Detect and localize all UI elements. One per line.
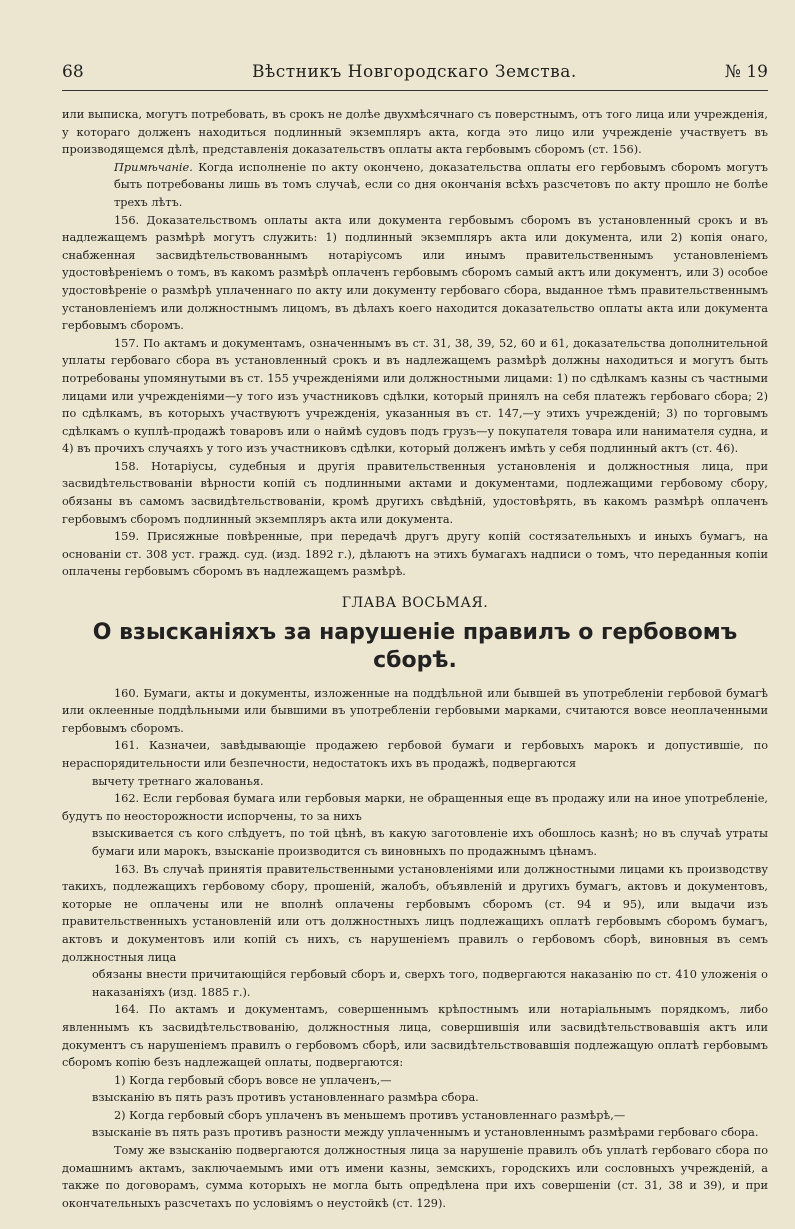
article-161: 161. Казначеи, завѣдывающіе продажею гербовой бумаги и гербовыхъ марокъ и допустившіе, по нераспорядительности или безпечности, недостатокъ ихъ въ продажѣ, подвергаются <box>62 739 768 770</box>
chapter-label: ГЛАВА ВОСЬМАЯ. <box>341 595 489 612</box>
list-item-2: 2) Когда гербовый сборъ уплаченъ въ меньшемъ противъ установленнаго размѣрѣ,— <box>114 1108 626 1122</box>
paragraph-continuation: или выписка, могутъ потребовать, въ срокъ не долѣе двухмѣсячнаго съ поверстнымъ, отъ того лица или учрежденія, у котораго долженъ находиться подлинный экземпляръ акта, когда это лицо или учрежденіе участвуетъ въ производящемся дѣлѣ, представленія доказательствъ оплаты акта гербовымъ сборомъ (ст. 156). <box>62 108 768 157</box>
list-item-2-penalty: взысканіе въ пять разъ противъ разности между уплаченнымъ и установленнымъ размѣрами гербоваго сбора. <box>92 1126 759 1140</box>
body-text <box>62 106 768 1212</box>
article-159: 159. Присяжные повѣренные, при передачѣ другъ другу копій состязательныхъ и иныхъ бумагъ, на основаніи ст. 308 уст. гражд. суд. (изд. 1892 г.), дѣлаютъ на этихъ бумагахъ надписи о томъ, что переданныя копіи оплачены гербовымъ сборомъ въ надлежащемъ размѣрѣ. <box>62 530 768 579</box>
issue-number: № 19 <box>724 62 768 82</box>
chapter-heading: О взысканіяхъ за нарушеніе правилъ о гербовомъ сборѣ. <box>92 619 738 673</box>
note-paragraph <box>62 159 768 212</box>
article-156: 156. Доказательствомъ оплаты акта или документа гербовымъ сборомъ въ установленный срокъ и въ надлежащемъ размѣрѣ могутъ служить: 1) подлинный экземпляръ акта или документа, или 2) копія онаго, снабженная засвидѣтельствованнымъ нотаріусомъ или инымъ правительственнымъ установленіемъ удостовѣреніемъ о томъ, въ какомъ размѣрѣ оплаченъ гербовымъ сборомъ самый актъ или документъ, или 3) особое удостовѣреніе о размѣрѣ уплаченнаго по акту или документу гербоваго сбора, выданное тѣмъ правительственнымъ установленіемъ или должностнымъ лицомъ, въ дѣлахъ коего находится доказательство оплаты акта или документа гербовымъ сборомъ. <box>62 213 768 333</box>
article-158: 158. Нотаріусы, судебныя и другія правительственныя установленія и должностныя лица, при засвидѣтельствованіи вѣрности копій съ подлинными актами и документами, подлежащими гербовому сбору, обязаны въ самомъ засвидѣтельствованіи, кромѣ другихъ свѣдѣній, удостовѣрять, въ какомъ размѣрѣ оплаченъ гербовымъ сборомъ подлинный экземпляръ акта или документа. <box>62 459 768 526</box>
closing-paragraph: Тому же взысканію подвергаются должностныя лица за нарушеніе правилъ объ уплатѣ гербоваго сбора по домашнимъ актамъ, заключаемымъ ими отъ имени казны, земскихъ, городскихъ или сословныхъ учрежденій, а также по договорамъ, сумма которыхъ не могла быть опредѣлена при ихъ совершеніи (ст. 31, 38 и 39), и при окончательныхъ разсчетахъ по условіямъ о неустойкѣ (ст. 129). <box>62 1144 768 1210</box>
article-157: 157. По актамъ и документамъ, означеннымъ въ ст. 31, 38, 39, 52, 60 и 61, доказательства дополнительной уплаты гербоваго сбора въ установленный срокъ и въ надлежащемъ размѣрѣ должны находиться и могутъ быть потребованы упомянутыми въ ст. 155 учрежденіями или должностными лицами: 1) по сдѣлкамъ казны съ частными лицами или учрежденіями—у того изъ участниковъ сдѣлки, который принялъ на себя платежъ гербоваго сбора; 2) по сдѣлкамъ, въ которыхъ участвуютъ учрежденія, указанныя въ ст. 147,—у этихъ учрежденій; 3) по торговымъ сдѣлкамъ о куплѣ-продажѣ товаровъ или о наймѣ судовъ подъ грузъ—у покупателя товара или нанимателя судна, и 4) въ прочихъ случаяхъ у того изъ участниковъ сдѣлки, который долженъ имѣть у себя подлинный актъ (ст. 46). <box>62 336 768 456</box>
article-163-penalty: обязаны внести причитающійся гербовый сборъ и, сверхъ того, подвергаются наказанію по ст. 410 уложенія о наказаніяхъ (изд. 1885 г.). <box>92 968 768 999</box>
header-rule <box>62 90 768 91</box>
article-162-penalty: взыскивается съ кого слѣдуетъ, по той цѣнѣ, въ какую заготовленіе ихъ обошлось казнѣ; но въ случаѣ утраты бумаги или марокъ, взысканіе производится съ виновныхъ по продажнымъ цѣнамъ. <box>92 827 768 858</box>
article-161-penalty: вычету третнаго жалованья. <box>92 774 264 788</box>
article-162: 162. Если гербовая бумага или гербовыя марки, не обращенныя еще въ продажу или на иное употребленіе, будутъ по неосторожности испорчены, то за нихъ <box>62 792 768 823</box>
article-164: 164. По актамъ и документамъ, совершеннымъ крѣпостнымъ или нотаріальнымъ порядкомъ, либо явленнымъ къ засвидѣтельствованію, должностныя лица, совершившія или засвидѣтельствовавшія актъ или документъ съ нарушеніемъ правилъ о гербовомъ сборѣ, или засвидѣтельствовавшія подлежащую оплатѣ гербовымъ сборомъ копію безъ надлежащей оплаты, подвергаются: <box>62 1003 768 1070</box>
list-item-1: 1) Когда гербовый сборъ вовсе не уплаченъ,— <box>114 1073 392 1087</box>
journal-title: Вѣстникъ Новгородскаго Земства. <box>252 62 577 82</box>
article-163: 163. Въ случаѣ принятія правительственными установленіями или должностными лицами къ производству такихъ, подлежащихъ гербовому сбору, прошеній, жалобъ, объявленій и другихъ бумагъ, актовъ и документовъ, которые не оплачены или не вполнѣ оплачены гербовымъ сборомъ (ст. 94 и 95), или выдачи изъ правительственныхъ установленій или отъ должностныхъ лицъ подлежащихъ оплатѣ гербовымъ сборомъ бумагъ, актовъ и документовъ или копій съ нихъ, съ нарушеніемъ правилъ о гербовомъ сборѣ, виновныя въ семъ должностныя лица <box>62 862 768 964</box>
running-header <box>62 62 768 86</box>
note-text: Когда исполненіе по акту окончено, доказательства оплаты его гербовымъ сборомъ могутъ быть потребованы лишь въ томъ случаѣ, если со дня окончанія всѣхъ разсчетовъ по акту прошло не болѣе трехъ лѣтъ. <box>114 160 768 209</box>
page-number: 68 <box>62 62 84 82</box>
article-160: 160. Бумаги, акты и документы, изложенные на поддѣльной или бывшей въ употребленіи гербовой бумагѣ или оклеенные поддѣльными или бывшими въ употребленіи гербовыми марками, считаются вовсе неоплаченными гербовымъ сборомъ. <box>62 686 768 735</box>
list-item-1-penalty: взысканію въ пять разъ противъ установленнаго размѣра сбора. <box>92 1091 479 1105</box>
note-label: Примѣчаніе. <box>114 160 193 174</box>
